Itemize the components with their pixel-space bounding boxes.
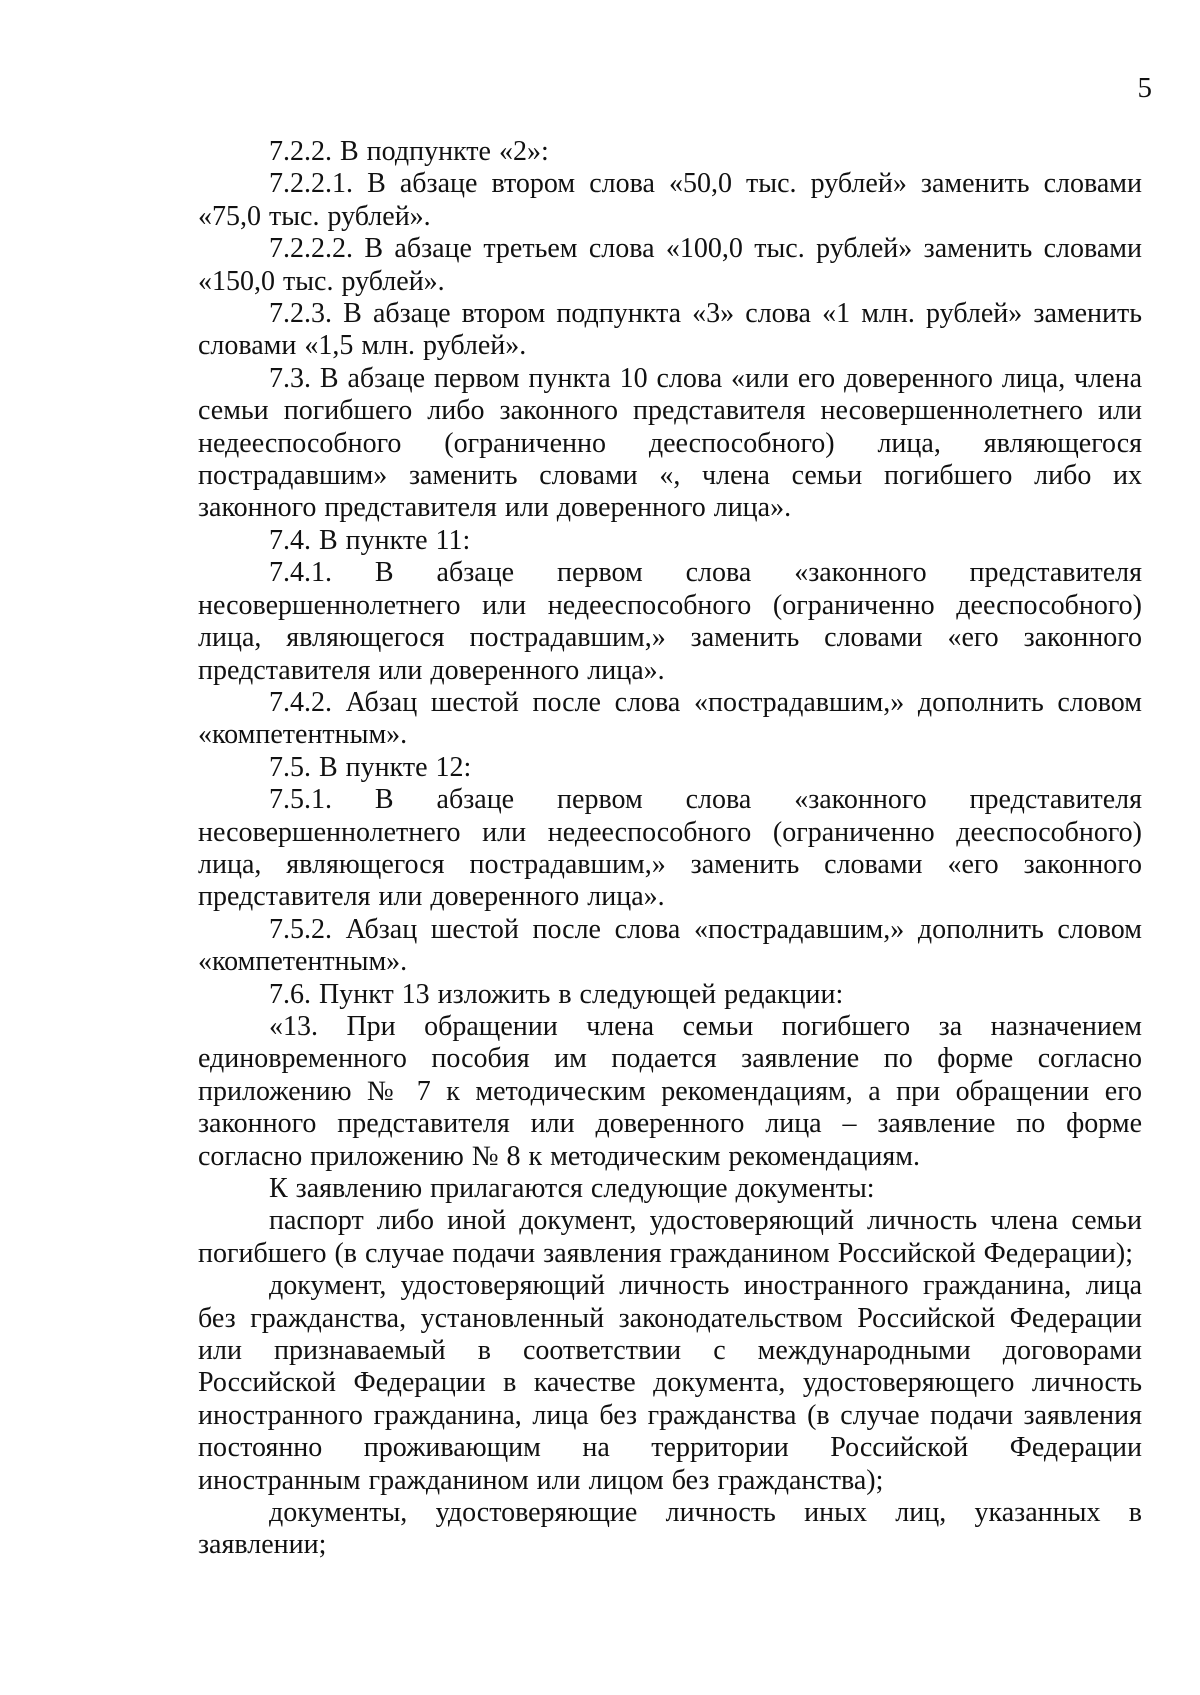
paragraph-7-2-2: 7.2.2. В подпункте «2»:	[269, 136, 549, 167]
paragraph-7-2-3: 7.2.3. В абзаце втором подпункта «3» слова «1 млн. рублей» заменить словами «1,5 млн. рублей».	[198, 298, 1142, 362]
document-item-passport: паспорт либо иной документ, удостоверяющий личность члена семьи погибшего (в случае подачи заявления гражданином Российской Федерации);	[198, 1205, 1142, 1269]
paragraph-7-5-1: 7.5.1. В абзаце первом слова «законного представителя несовершеннолетнего или недееспособного (ограниченно дееспособного) лица, являющегося пострадавшим,» заменить словами «его законного представителя или доверенного лица».	[198, 784, 1142, 913]
paragraph-7-2-2-2: 7.2.2.2. В абзаце третьем слова «100,0 тыс. рублей» заменить словами «150,0 тыс. рублей».	[198, 233, 1142, 297]
documents-intro: К заявлению прилагаются следующие документы:	[269, 1173, 875, 1204]
page-number: 5	[1137, 72, 1152, 104]
paragraph-7-5-2: 7.5.2. Абзац шестой после слова «пострадавшим,» дополнить словом «компетентным».	[198, 913, 1142, 978]
paragraph-13: «13. При обращении члена семьи погибшего за назначением единовременного пособия им подается заявление по форме согласно приложению № 7 к методическим рекомендациям, а при обращении его законного представителя или доверенного лица – заявление по форме согласно приложению № 8 к методическим рекомендациям.	[198, 1010, 1142, 1172]
paragraph-7-4-2: 7.4.2. Абзац шестой после слова «пострадавшим,» дополнить словом «компетентным».	[198, 686, 1142, 751]
paragraph-7-2-2-1: 7.2.2.1. В абзаце втором слова «50,0 тыс. рублей» заменить словами «75,0 тыс. рублей».	[198, 168, 1142, 232]
paragraph-7-4-1: 7.4.1. В абзаце первом слова «законного представителя несовершеннолетнего или недееспособного (ограниченно дееспособного) лица, являющегося пострадавшим,» заменить словами «его законного представителя или доверенного лица».	[198, 557, 1142, 686]
document-body	[198, 136, 1142, 1562]
paragraph-7-5: 7.5. В пункте 12:	[269, 751, 472, 783]
paragraph-7-4: 7.4. В пункте 11:	[269, 524, 471, 556]
paragraph-7-6: 7.6. Пункт 13 изложить в следующей редакции:	[269, 978, 844, 1010]
document-item-other-persons-id: документы, удостоверяющие личность иных лиц, указанных в заявлении;	[198, 1497, 1142, 1561]
paragraph-7-3: 7.3. В абзаце первом пункта 10 слова «или его доверенного лица, члена семьи погибшего либо законного представителя несовершеннолетнего или недееспособного (ограниченно дееспособного) лица, являющегося пострадавшим» заменить словами «, члена семьи погибшего либо их законного представителя или доверенного лица».	[198, 362, 1142, 524]
document-item-foreign-id: документ, удостоверяющий личность иностранного гражданина, лица без гражданства, установленный законодательством Российской Федерации или признаваемый в соответствии с международными договорами Российской Федерации в качестве документа, удостоверяющего личность иностранного гражданина, лица без гражданства (в случае подачи заявления постоянно проживающим на территории Российской Федерации иностранным гражданином или лицом без гражданства);	[198, 1270, 1142, 1496]
